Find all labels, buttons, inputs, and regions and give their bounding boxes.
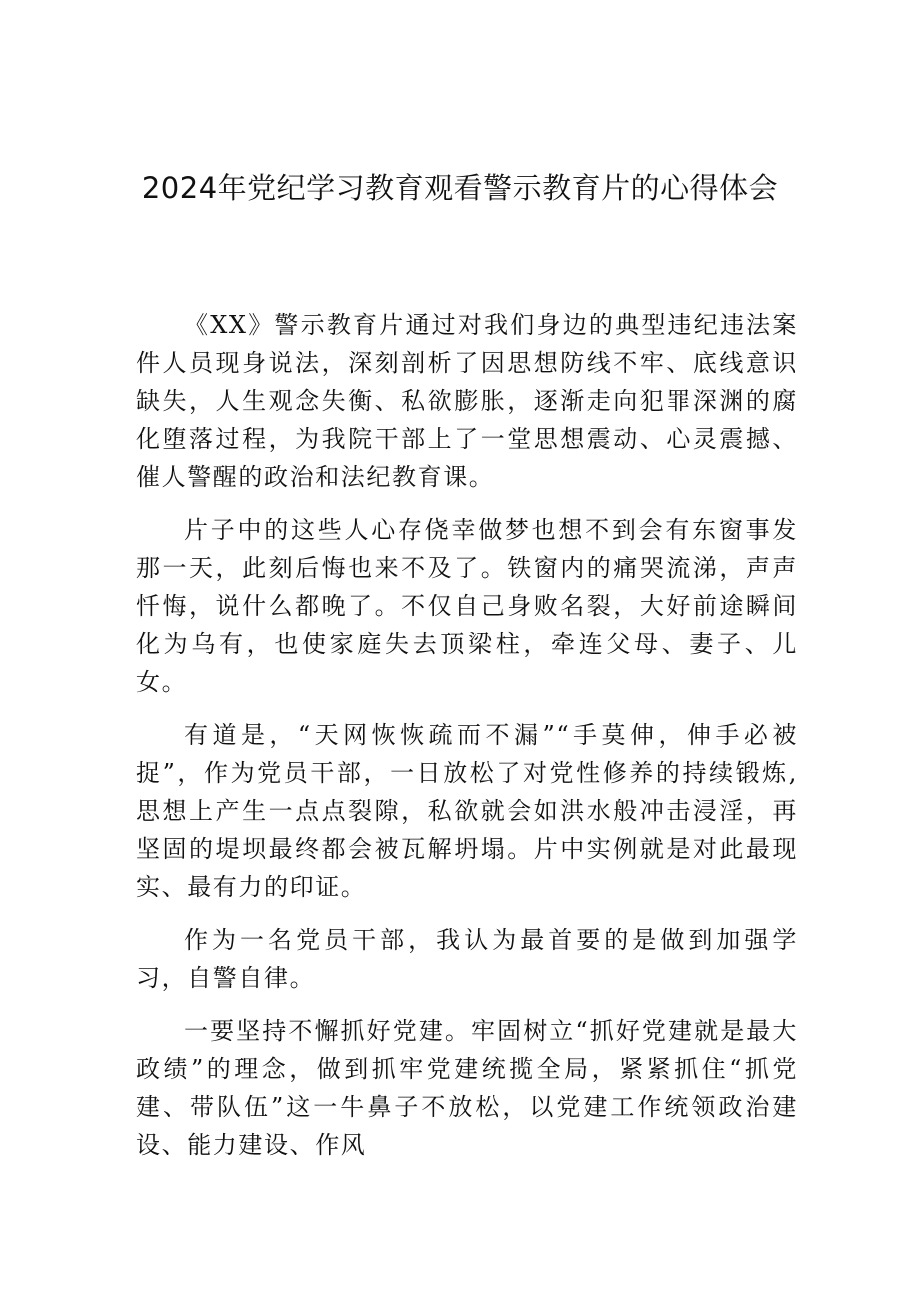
- document-title: 2024年党纪学习教育观看警示教育片的心得体会: [141, 171, 779, 205]
- paragraph: 《XX》警示教育片通过对我们身边的典型违纪违法案件人员现身说法，深刻剖析了因思想防线不牢、底线意识缺失，人生观念失衡、私欲膨胀，逐渐走向犯罪深渊的腐化堕落过程，为我院干部上了一堂思想震动、心灵震撼、催人警醒的政治和法纪教育课。: [136, 311, 798, 491]
- paragraph: 一要坚持不懈抓好党建。牢固树立“抓好党建就是最大政绩”的理念，做到抓牢党建统揽全局，紧紧抓住“抓党建、带队伍”这一牛鼻子不放松，以党建工作统领政治建设、能力建设、作风: [136, 1017, 798, 1159]
- paragraph: 有道是，“天网恢恢疏而不漏”“手莫伸，伸手必被捉”，作为党员干部，一日放松了对党性修养的持续锻炼,思想上产生一点点裂隙，私欲就会如洪水般冲击浸淫，再坚固的堤坝最终都会被瓦解坍塌。片中实例就是对此最现实、最有力的印证。: [136, 721, 798, 901]
- paragraph: 作为一名党员干部，我认为最首要的是做到加强学习，自警自律。: [136, 926, 798, 992]
- paragraph: 片子中的这些人心存侥幸做梦也想不到会有东窗事发那一天，此刻后悔也来不及了。铁窗内的痛哭流涕，声声忏悔，说什么都晚了。不仅自己身败名裂，大好前途瞬间化为乌有，也使家庭失去顶梁柱，牵连父母、妻子、儿女。: [136, 516, 798, 696]
- document-body: [136, 306, 798, 1179]
